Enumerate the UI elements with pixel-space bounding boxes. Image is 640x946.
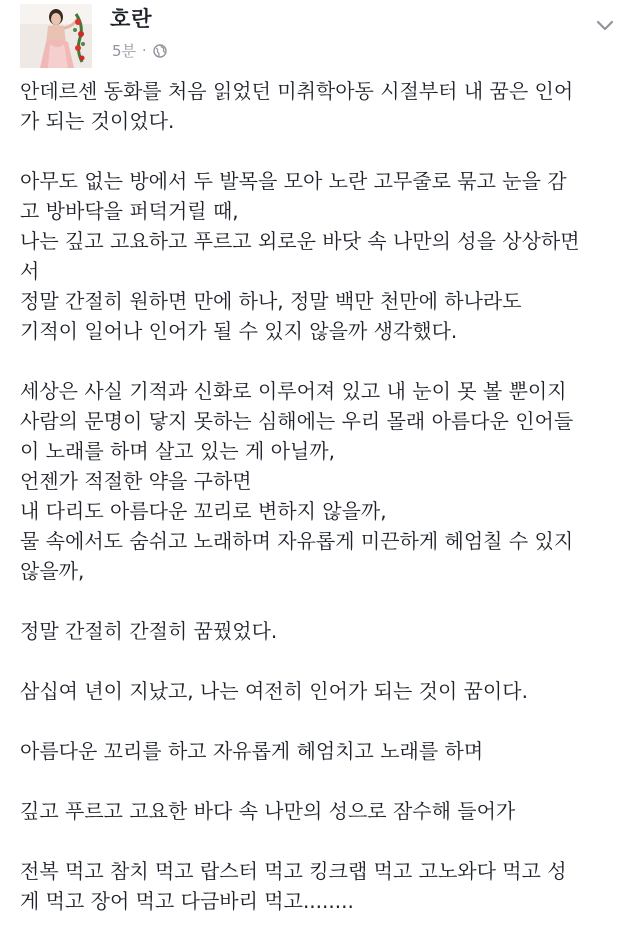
text-line: 세상은 사실 기적과 신화로 이루어져 있고 내 눈이 못 볼 뿐이지 <box>20 379 567 403</box>
text-line: 깊고 푸르고 고요한 바다 속 나만의 성으로 잠수해 들어가 <box>20 799 516 823</box>
paragraph <box>20 856 630 916</box>
text-line: 사람의 문명이 닿지 못하는 심해에는 우리 몰래 아름다운 인어들 <box>20 409 574 433</box>
meta-separator: · <box>142 43 147 59</box>
paragraph <box>20 376 630 586</box>
text-line: 내 다리도 아름다운 꼬리로 변하지 않을까, <box>20 499 387 523</box>
text-line: 정말 간절히 간절히 꿈꿨었다. <box>20 619 278 643</box>
text-line: 아름다운 꼬리를 하고 자유롭게 헤엄치고 노래를 하며 <box>20 739 484 763</box>
post-timestamp[interactable]: 5분 <box>112 42 137 60</box>
post-meta <box>112 42 167 60</box>
text-line: 안데르센 동화를 처음 읽었던 미취학아동 시절부터 내 꿈은 인어 <box>20 79 574 103</box>
author-name[interactable]: 호란 <box>110 7 153 31</box>
text-line: 서 <box>20 259 40 283</box>
text-line: 나는 깊고 고요하고 푸르고 외로운 바닷 속 나만의 성을 상상하면 <box>20 229 580 253</box>
text-line: 삼십여 년이 지났고, 나는 여전히 인어가 되는 것이 꿈이다. <box>20 679 528 703</box>
paragraph <box>20 736 630 766</box>
paragraph <box>20 676 630 706</box>
text-line: 정말 간절히 원하면 만에 하나, 정말 백만 천만에 하나라도 <box>20 289 522 313</box>
text-line: 물 속에서도 숨쉬고 노래하며 자유롭게 미끈하게 헤엄칠 수 있지 <box>20 529 574 553</box>
paragraph <box>20 796 630 826</box>
text-line: 이 노래를 하며 살고 있는 게 아닐까, <box>20 439 335 463</box>
avatar[interactable] <box>20 4 92 68</box>
text-line: 않을까, <box>20 559 85 583</box>
paragraph <box>20 166 630 346</box>
text-line: 언젠가 적절한 약을 구하면 <box>20 469 252 493</box>
profile-photo-icon <box>20 4 92 68</box>
text-line: 기적이 일어나 인어가 될 수 있지 않을까 생각했다. <box>20 319 458 343</box>
text-line: 고 방바닥을 퍼덕거릴 때, <box>20 199 239 223</box>
post-header <box>0 0 640 76</box>
chevron-down-icon[interactable] <box>594 14 616 36</box>
paragraph <box>20 76 630 136</box>
post-body <box>20 76 630 946</box>
text-line: 아무도 없는 방에서 두 발목을 모아 노란 고무줄로 묶고 눈을 감 <box>20 169 567 193</box>
paragraph <box>20 616 630 646</box>
globe-icon[interactable] <box>153 44 167 58</box>
text-line: 가 되는 것이었다. <box>20 109 175 133</box>
text-line: 게 먹고 장어 먹고 다금바리 먹고........ <box>20 889 354 913</box>
text-line: 전복 먹고 참치 먹고 랍스터 먹고 킹크랩 먹고 고노와다 먹고 성 <box>20 859 567 883</box>
